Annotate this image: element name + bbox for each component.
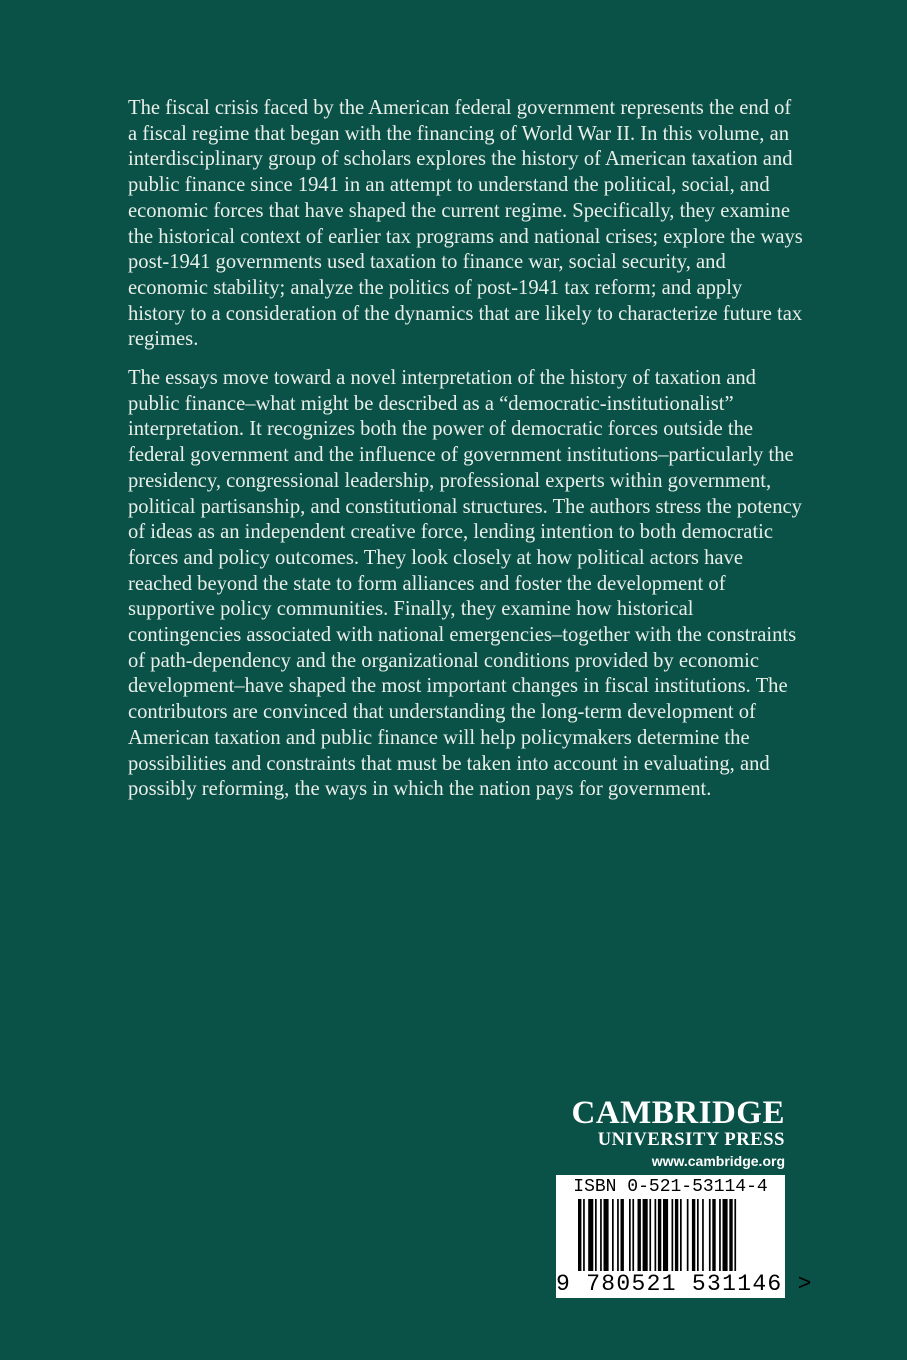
publisher-name: CAMBRIDGE bbox=[571, 1095, 785, 1131]
back-cover-blurb bbox=[128, 96, 803, 816]
blurb-paragraph-2: The essays move toward a novel interpretation of the history of taxation and public finance–what might be described as a “democratic-institutionalist” interpretation. It recognizes both the power of democratic forces outside the federal government and the influence of government institutions–particularly the presidency, congressional leadership, professional experts within government, political partisanship, and constitutional structures. The authors stress the potency of ideas as an independent creative force, lending intention to both democratic forces and policy outcomes. They look closely at how political actors have reached beyond the state to form alliances and foster the development of supportive policy communities. Finally, they examine how historical contingencies associated with national emergencies–together with the constraints of path-dependency and the organizational conditions provided by economic development–have shaped the most important changes in fiscal institutions. The contributors are convinced that understanding the long-term development of American taxation and public finance will help policymakers determine the possibilities and constraints that must be taken into account in evaluating, and possibly reforming, the ways in which the nation pays for government. bbox=[128, 367, 802, 801]
publisher-logo bbox=[556, 1096, 785, 1170]
publisher-subtitle: UNIVERSITY PRESS bbox=[597, 1130, 785, 1150]
isbn-label: ISBN 0-521-53114-4 bbox=[573, 1177, 768, 1197]
barcode-box bbox=[556, 1175, 813, 1298]
publisher-website: www.cambridge.org bbox=[651, 1153, 785, 1169]
blurb-paragraph-1: The fiscal crisis faced by the American federal government represents the end of a fiscal regime that began with the financing of World War II. In this volume, an interdisciplinary group of scholars explores the history of American taxation and public finance since 1941 in an attempt to understand the political, social, and economic forces that have shaped the current regime. Specifically, they examine the historical context of earlier tax programs and national crises; explore the ways post-1941 governments used taxation to finance war, social security, and economic stability; analyze the politics of post-1941 tax reform; and apply history to a consideration of the dynamics that are likely to characterize future tax regimes. bbox=[128, 97, 803, 351]
barcode-digits: 9 780521 531146 > bbox=[556, 1271, 813, 1297]
